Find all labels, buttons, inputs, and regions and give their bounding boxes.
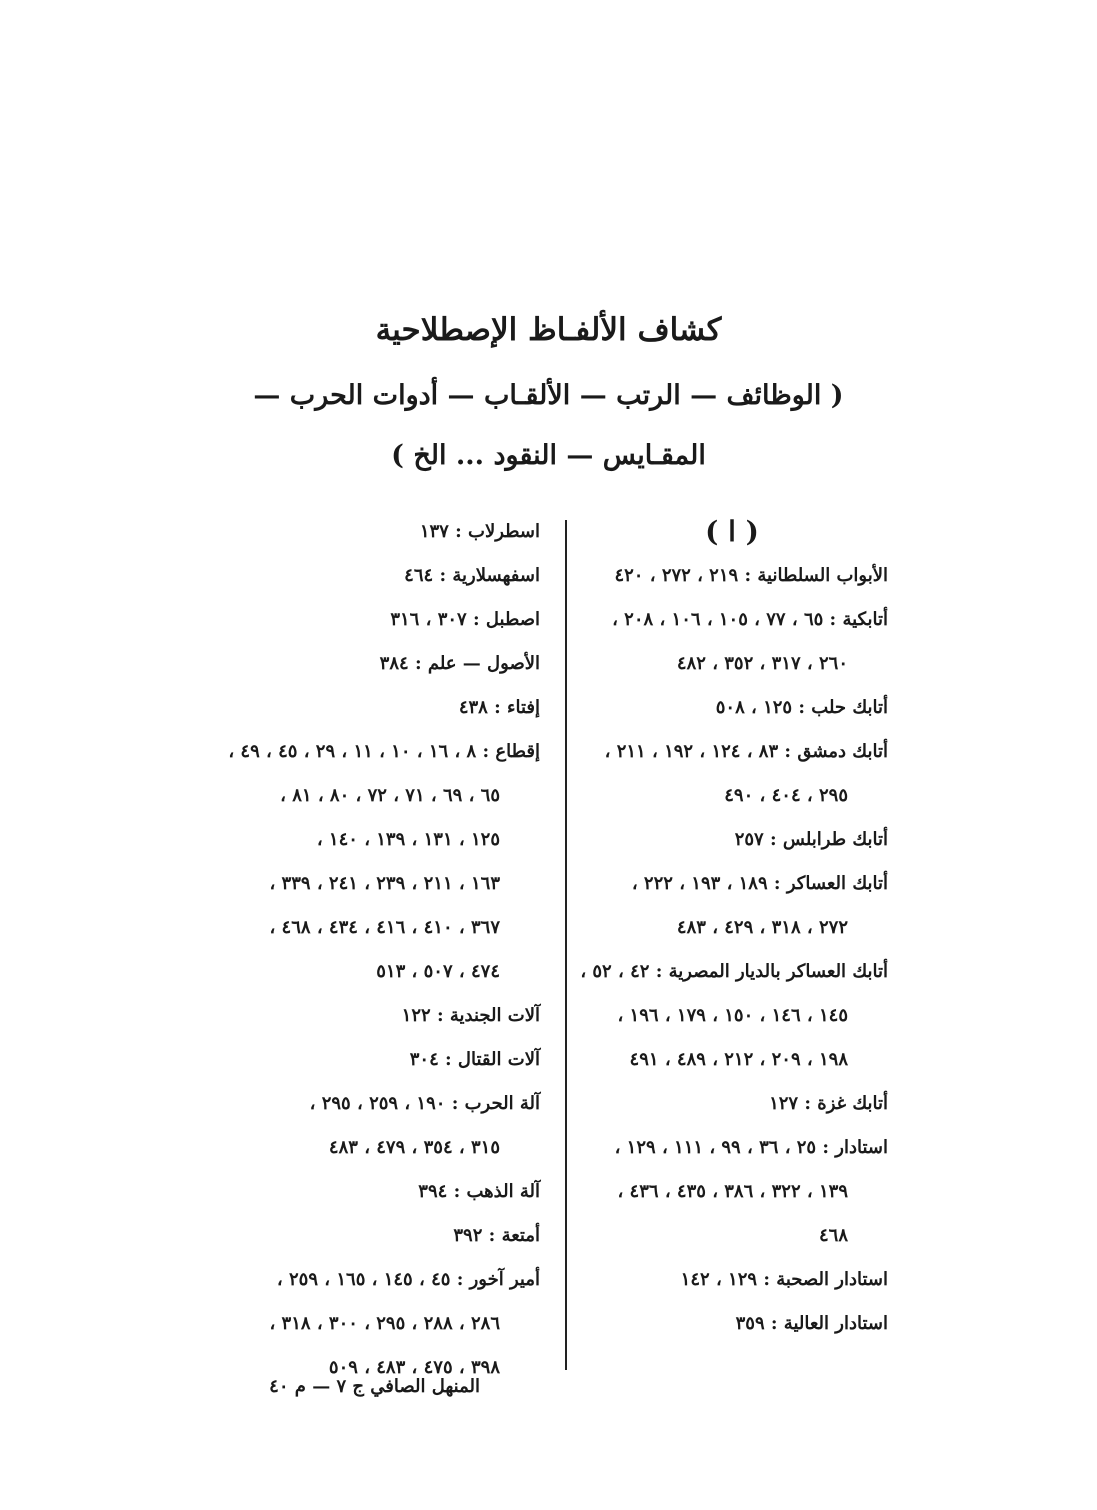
index-entry: [240, 686, 540, 730]
index-entry: [576, 1082, 888, 1126]
entry-pages-continued: ١٣٩ ، ٣٢٢ ، ٣٨٦ ، ٤٣٥ ، ٤٣٦ ،: [617, 1181, 848, 1202]
entry-pages: ١٢٧: [769, 1093, 799, 1114]
entry-pages: ٣٠٧ ، ٣١٦: [390, 609, 467, 630]
index-entry: [576, 554, 888, 598]
entry-pages: ٤٢ ، ٥٢ ،: [580, 961, 650, 982]
entry-pages-continued: ٣٩٨ ، ٤٧٥ ، ٤٨٣ ، ٥٠٩: [328, 1357, 500, 1378]
entry-term: أتابكية :: [823, 609, 888, 630]
entry-term: استادار :: [816, 1137, 888, 1158]
index-entry: [576, 950, 888, 1082]
entry-term: الأصول — علم :: [408, 653, 540, 674]
entry-pages: ١٩٠ ، ٢٥٩ ، ٢٩٥ ،: [309, 1093, 446, 1114]
entry-pages: ١٢٢: [401, 1005, 431, 1026]
entry-pages: ٨٣ ، ١٢٤ ، ١٩٢ ، ٢١١ ،: [604, 741, 779, 762]
index-entry: [240, 1082, 540, 1170]
entry-term: اسفهسلارية :: [433, 565, 540, 586]
entry-term: أتابك طرابلس :: [763, 829, 888, 850]
entry-term: أتابك غزة :: [798, 1093, 888, 1114]
section-letter-heading: ( ا ): [705, 515, 759, 548]
entry-pages: ٢٥٧: [734, 829, 764, 850]
entry-term: أمتعة :: [482, 1225, 540, 1246]
index-entry: [576, 598, 888, 686]
entry-pages: ٦٥ ، ٧٧ ، ١٠٥ ، ١٠٦ ، ٢٠٨ ،: [612, 609, 824, 630]
page-title: كشاف الألفـاظ الإصطلاحية: [375, 312, 722, 348]
entry-pages-continued: ٤٧٤ ، ٥٠٧ ، ٥١٣: [376, 961, 500, 982]
entry-pages-continued: ١٩٨ ، ٢٠٩ ، ٢١٢ ، ٤٨٩ ، ٤٩١: [629, 1049, 848, 1070]
entry-pages-continued: ١٢٥ ، ١٣١ ، ١٣٩ ، ١٤٠ ،: [316, 829, 500, 850]
entry-pages-continued: ٦٥ ، ٦٩ ، ٧١ ، ٧٢ ، ٨٠ ، ٨١ ،: [280, 785, 500, 806]
entry-term: أتابك العساكر :: [767, 873, 888, 894]
entry-pages: ١٢٩ ، ١٤٢: [680, 1269, 758, 1290]
index-column-left: [228, 510, 540, 1390]
index-entry: [240, 598, 540, 642]
entry-pages: ٣٩٢: [453, 1225, 483, 1246]
entry-pages: ٢١٩ ، ٢٧٢ ، ٤٢٠: [614, 565, 739, 586]
entry-pages-continued: ٣٦٧ ، ٤١٠ ، ٤١٦ ، ٤٣٤ ، ٤٦٨ ،: [269, 917, 500, 938]
index-entry: [240, 994, 540, 1038]
entry-pages: ٣٨٤: [379, 653, 409, 674]
page-subtitle-line-2: المقـايس — النقود ... الخ ): [391, 440, 706, 471]
entry-pages-continued: ٢٩٥ ، ٤٠٤ ، ٤٩٠: [724, 785, 848, 806]
entry-pages: ٣٩٤: [418, 1181, 448, 1202]
entry-pages-continued: ١٦٣ ، ٢١١ ، ٢٣٩ ، ٢٤١ ، ٣٣٩ ،: [269, 873, 500, 894]
index-entry: [240, 554, 540, 598]
index-entry: [576, 730, 888, 818]
entry-term: آلة الحرب :: [445, 1093, 540, 1114]
entry-pages-continued: ٢٨٦ ، ٢٨٨ ، ٢٩٥ ، ٣٠٠ ، ٣١٨ ،: [269, 1313, 500, 1334]
column-divider: [565, 520, 567, 1370]
entry-term: اسطرلاب :: [448, 521, 540, 542]
index-entry: [240, 1214, 540, 1258]
entry-term: آلات الجندية :: [430, 1005, 540, 1026]
entry-pages-continued: ٤٦٨: [818, 1225, 848, 1246]
entry-pages: ١٨٩ ، ١٩٣ ، ٢٢٢ ،: [631, 873, 768, 894]
entry-pages: ٤٥ ، ١٤٥ ، ١٦٥ ، ٢٥٩ ،: [276, 1269, 451, 1290]
index-entry: [576, 1126, 888, 1258]
entry-term: إفتاء :: [487, 697, 540, 718]
index-entry: [240, 1038, 540, 1082]
index-entry: [576, 1258, 888, 1302]
entry-term: آلة الذهب :: [447, 1181, 540, 1202]
index-entry: [576, 862, 888, 950]
page-subtitle-line-1: ( الوظائف — الرتب — الألقـاب — أدوات الحرب —: [253, 380, 844, 411]
index-entry: [576, 686, 888, 730]
entry-term: اصطبل :: [466, 609, 540, 630]
entry-term: أتابك العساكر بالديار المصرية :: [649, 961, 888, 982]
index-entry: [240, 510, 540, 554]
entry-pages: ١٢٥ ، ٥٠٨: [715, 697, 793, 718]
index-entry: [240, 1170, 540, 1214]
index-entry: [576, 818, 888, 862]
index-entry: [240, 642, 540, 686]
index-entry: [228, 730, 540, 994]
entry-pages: ٤٣٨: [458, 697, 488, 718]
index-entry: [576, 1302, 888, 1346]
entry-pages: ١٣٧: [419, 521, 449, 542]
entry-pages: ٨ ، ١٦ ، ١٠ ، ١١ ، ٢٩ ، ٤٥ ، ٤٩ ،: [228, 741, 477, 762]
entry-pages-continued: ١٤٥ ، ١٤٦ ، ١٥٠ ، ١٧٩ ، ١٩٦ ،: [617, 1005, 848, 1026]
entry-pages-continued: ٢٧٢ ، ٣١٨ ، ٤٢٩ ، ٤٨٣: [676, 917, 848, 938]
entry-pages: ٣٥٩: [735, 1313, 765, 1334]
entry-pages-continued: ٢٦٠ ، ٣١٧ ، ٣٥٢ ، ٤٨٢: [676, 653, 848, 674]
index-entry: [240, 1258, 540, 1390]
page-footer-signature: المنهل الصافي ج ٧ — م ٤٠: [269, 1376, 480, 1397]
entry-pages: ٣٠٤: [409, 1049, 439, 1070]
index-column-right: [576, 510, 888, 1346]
entry-term: أتابك حلب :: [792, 697, 888, 718]
entry-term: آلات القتال :: [438, 1049, 540, 1070]
entry-pages: ٢٥ ، ٣٦ ، ٩٩ ، ١١١ ، ١٢٩ ،: [614, 1137, 817, 1158]
entry-term: استادار العالية :: [764, 1313, 888, 1334]
entry-pages: ٤٦٤: [404, 565, 434, 586]
entry-term: أتابك دمشق :: [778, 741, 888, 762]
entry-term: إقطاع :: [476, 741, 540, 762]
entry-term: الأبواب السلطانية :: [738, 565, 888, 586]
entry-term: أمير آخور :: [450, 1269, 540, 1290]
entry-pages-continued: ٣١٥ ، ٣٥٤ ، ٤٧٩ ، ٤٨٣: [328, 1137, 500, 1158]
entry-term: استادار الصحبة :: [757, 1269, 888, 1290]
